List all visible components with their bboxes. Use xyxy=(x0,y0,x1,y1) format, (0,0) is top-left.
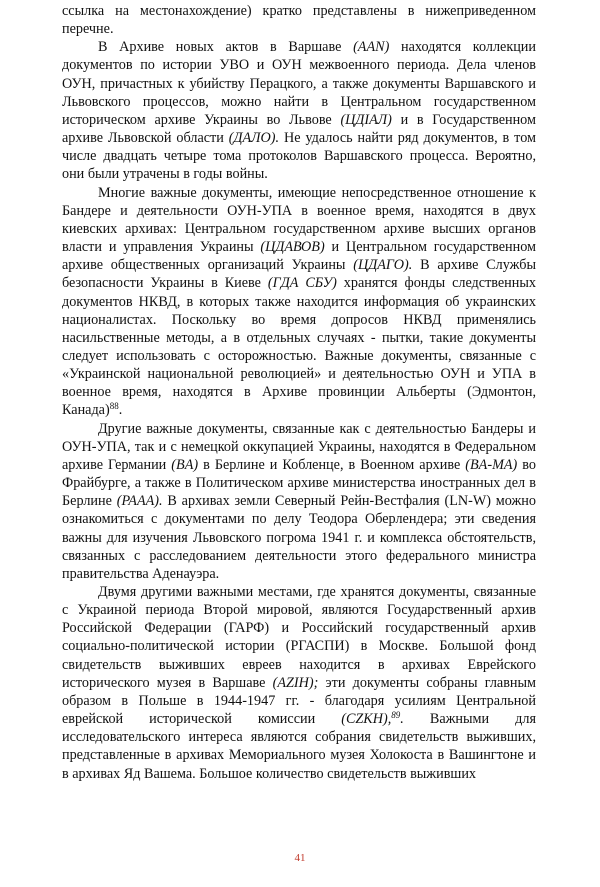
text-run: и в Государственном архиве Львовской области xyxy=(62,111,536,147)
text-run: находятся коллекции документов по истории УВО и ОУН межвоенного периода. Дела членов ОУН, причастных к убийству Перацкого, а также документы Варшавского и Львовского процессов, можно найти в Центральном государственном историческом архиве Украины во Львове xyxy=(62,39,536,128)
archive-abbreviation: . xyxy=(400,711,404,728)
text-run: Важными для исследовательского интереса являются собрания свидетельств выживших, представленные в архивах Мемориального музея Холокоста в Вашингтоне и в архивах Яд Вашема. Большое количество свидетельств выживших xyxy=(62,711,536,782)
paragraph xyxy=(62,38,536,183)
paragraph xyxy=(62,583,536,783)
footnote-ref: 89 xyxy=(391,710,401,721)
text-run: Другие важные документы, связанные как с деятельностью Бандеры и ОУН-УПА, так и с немецкой оккупацией Украины, находятся в Федеральном архиве Германии xyxy=(62,420,536,473)
archive-abbreviation: (ЦДАГО). xyxy=(353,257,413,274)
paragraph xyxy=(62,420,536,583)
text-run: хранятся фонды следственных документов НКВД, в которых также находится информация об украинских националистах. Поскольку во время допросов НКВД применялись насильственные методы, а в отдельных случаях - пытки, такие документы следует использовать с осторожностью. Важные документы, связанные с «Украинской национальной революцией» и деятельностью ОУН и УПА в военное время, находятся в Архиве провинции Альберты (Эдмонтон, Канада) xyxy=(62,275,536,419)
text-run: в Берлине и Кобленце, в Военном архиве xyxy=(198,456,466,473)
archive-abbreviation: (ЦДІАЛ) xyxy=(340,111,392,128)
paragraph xyxy=(62,184,536,420)
archive-abbreviation: (PAAA). xyxy=(116,493,163,510)
paragraph xyxy=(62,2,536,38)
archive-abbreviation: (AZIH); xyxy=(272,674,319,691)
archive-abbreviation: (ГДА СБУ) xyxy=(267,275,337,292)
footnote-ref: 88 xyxy=(109,401,119,412)
page-number: 41 xyxy=(294,852,306,864)
text-run: В архивах земли Северный Рейн-Вестфалия (LN-W) можно ознакомиться с документами по делу Теодора Оберлендера; эти сведения важны для изучения Львовского погрома 1941 г. и комплекса обстоятельств, связанных с расследованием деятельности этого федерального министра правительства Аденауэра. xyxy=(62,493,536,582)
archive-abbreviation: (ДАЛО). xyxy=(228,130,280,147)
archive-abbreviation: (ЦДАВОВ) xyxy=(260,239,325,256)
text-run: В Архиве новых актов в Варшаве xyxy=(98,39,354,56)
text-run: и Центральном государственном архиве общественных организаций Украины xyxy=(62,239,536,274)
text-run: во Фрайбурге, а также в Политическом архиве министерства иностранных дел в Берлине xyxy=(62,456,536,510)
text-run: Не удалось найти ряд документов, в том числе двадцать четыре тома протоколов Варшавского процесса. Вероятно, они были утрачены в годы войны. xyxy=(62,130,536,183)
archive-abbreviation: (CZKH), xyxy=(341,711,392,728)
text-run: Многие важные документы, имеющие непосредственное отношение к Бандере и деятельности ОУН-УПА в военное время, находятся в двух киевских архивах: Центральном государственном архиве высших органов власти и управления Украины xyxy=(62,184,536,256)
text-run: ссылка на местонахождение) кратко представлены в нижеприведенном перечне. xyxy=(62,3,536,38)
text-run: эти документы собраны главным образом в Польше в 1944-1947 гг. - благодаря усилиям Центральной еврейской исторической комиссии xyxy=(62,674,536,728)
archive-abbreviation: (AAN) xyxy=(353,39,390,56)
archive-abbreviation: (BA) xyxy=(171,456,199,473)
text-run: . xyxy=(118,402,123,419)
text-run: Двумя другими важными местами, где хранятся документы, связанные с Украиной периода Второй мировой, являются Государственный архив Российской Федерации (ГАРФ) и Российский государственный архив социально-политической истории (РГАСПИ) в Москве. Большой фонд свидетельств выживших евреев находится в архивах Еврейского исторического музея в Варшаве xyxy=(62,584,536,691)
document-body xyxy=(62,2,536,783)
text-run: В архиве Службы безопасности Украины в Киеве xyxy=(62,257,536,292)
archive-abbreviation: (BA-MA) xyxy=(465,456,518,473)
